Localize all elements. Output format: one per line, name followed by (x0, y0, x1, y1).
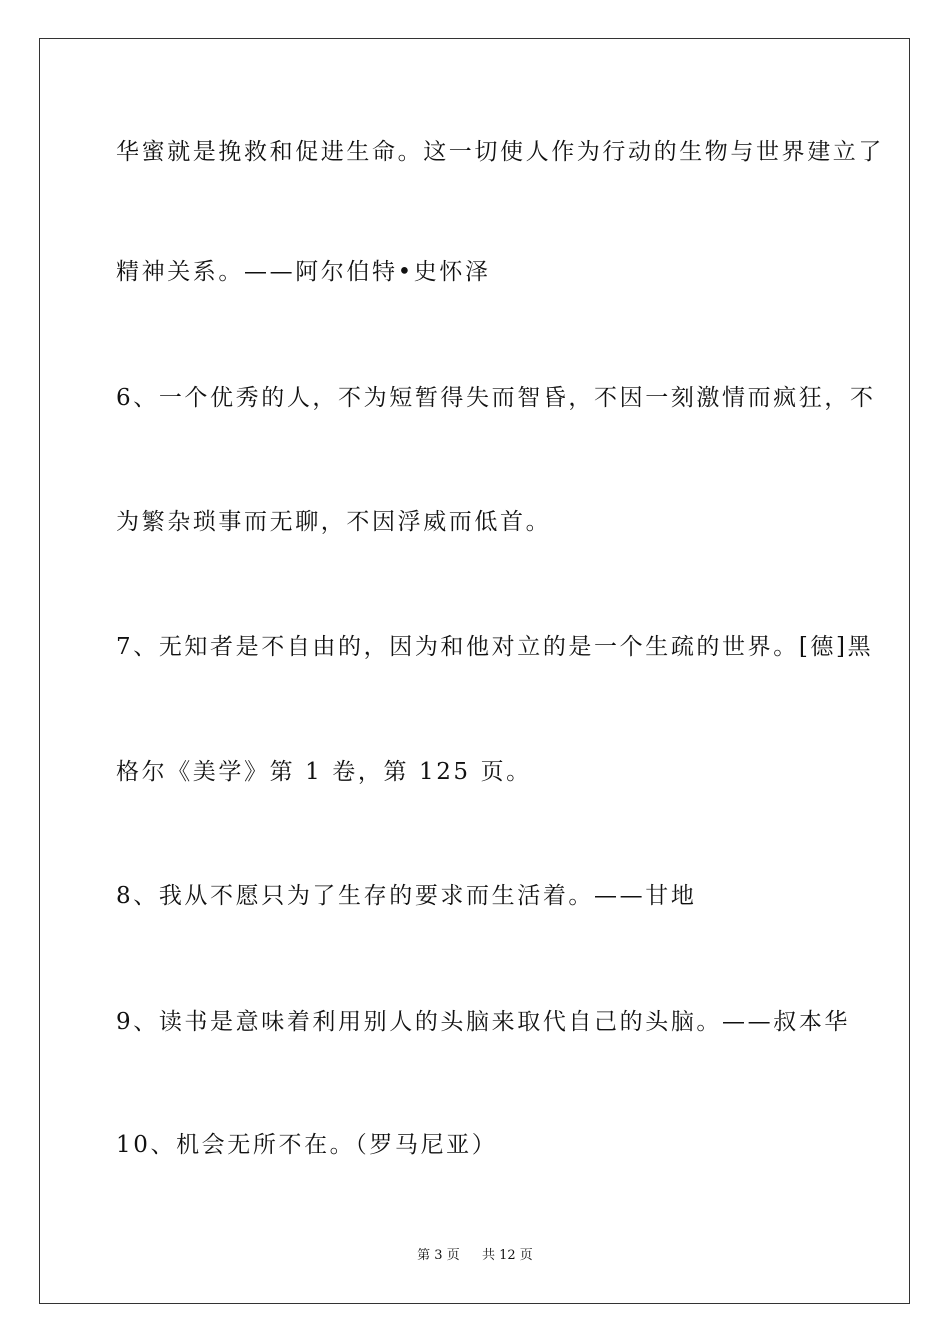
text-line: 9、读书是意味着利用别人的头脑来取代自己的头脑。——叔本华 (116, 1009, 851, 1035)
text-line: 10、机会无所不在。（罗马尼亚） (116, 1132, 498, 1158)
page-total: 共 12 页 (482, 1248, 533, 1263)
page-footer (0, 1247, 950, 1265)
text-line: 为繁杂琐事而无聊，不因浮威而低首。 (116, 509, 552, 535)
text-line: 精神关系。——阿尔伯特•史怀泽 (116, 259, 491, 285)
page-number: 第 3 页 (417, 1248, 460, 1263)
text-line: 华蜜就是挽救和促进生命。这一切使人作为行动的生物与世界建立了 (116, 139, 884, 165)
text-line: 格尔《美学》第 1 卷，第 125 页。 (116, 759, 532, 785)
page-border (39, 38, 910, 1304)
text-line: 6、一个优秀的人，不为短暂得失而智昏，不因一刻激情而疯狂，不 (116, 385, 876, 411)
text-line: 7、无知者是不自由的，因为和他对立的是一个生疏的世界。[德]黑 (116, 634, 874, 660)
text-line: 8、我从不愿只为了生存的要求而生活着。——甘地 (116, 883, 697, 909)
